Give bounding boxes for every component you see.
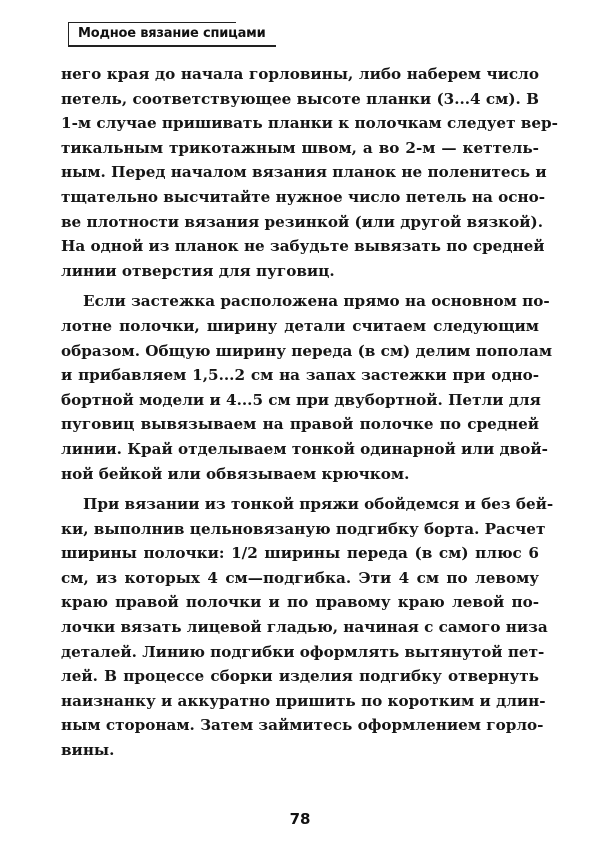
text-line: и прибавляем 1,5...2 см на запах застежки при одно- [61,366,539,385]
text-line: Если застежка расположена прямо на основном по- [83,292,550,311]
text-line: лей. В процессе сборки изделия подгибку отвернуть [61,667,539,686]
text-line: вины. [61,741,115,760]
text-line: лочки вязать лицевой гладью, начиная с самого низа [61,618,548,637]
text-line: тщательно высчитайте нужное число петель на осно- [61,187,546,206]
text-line: него края до начала горловины, либо наберем число [61,65,539,83]
text-line: ки, выполнив цельновязаную подгибку борта. Расчет [61,519,546,538]
text-line: пуговиц вывязываем на правой полочке по средней [61,415,539,434]
text-line: тикальным трикотажным швом, а во 2-м — кеттель- [61,138,539,157]
text-line: линии. Край отделываем тонкой одинарной или двой- [61,439,548,458]
text-line: линии отверстия для пуговиц. [61,261,335,280]
paragraph-1 [61,62,558,283]
text-line: деталей. Линию подгибки оформлять вытянутой пет- [61,642,545,661]
text-line: лотне полочки, ширину детали считаем следующим [61,316,539,335]
text-line: см, из которых 4 см—подгибка. Эти 4 см по левому [61,568,539,587]
text-line: образом. Общую ширину переда (в см) делим пополам [61,341,553,360]
text-line: ве плотности вязания резинкой (или другой вязкой). [61,212,543,231]
text-line: краю правой полочки и по правому краю левой по- [61,593,539,612]
page-body [61,62,558,763]
text-line: ным. Перед началом вязания планок не поленитесь и [61,163,547,182]
text-line: ной бейкой или обвязываем крючком. [61,464,410,483]
text-line: ным сторонам. Затем займитесь оформлением горло- [61,716,544,735]
running-head-title: Модное вязание спицами [78,26,266,41]
running-head-left-rule [68,22,69,47]
text-line: наизнанку и аккуратно пришить по коротким и длин- [61,691,546,710]
text-line: петель, соответствующее высоте планки (3...4 см). В [61,89,539,108]
text-line: ширины полочки: 1/2 ширины переда (в см) плюс 6 [61,544,539,563]
text-line: бортной модели и 4...5 см при двубортной. Петли для [61,390,541,409]
text-line: При вязании из тонкой пряжи обойдемся и без бей- [83,495,554,514]
paragraph-2 [61,289,553,486]
text-line: На одной из планок не забудьте вывязать по средней [61,237,545,256]
running-head [68,22,276,47]
running-head-top-rule [68,22,236,23]
paragraph-3 [61,492,554,763]
page-number: 78 [289,810,311,828]
text-line: 1-м случае пришивать планки к полочкам следует вер- [61,114,558,133]
running-head-bottom-rule [68,45,276,47]
